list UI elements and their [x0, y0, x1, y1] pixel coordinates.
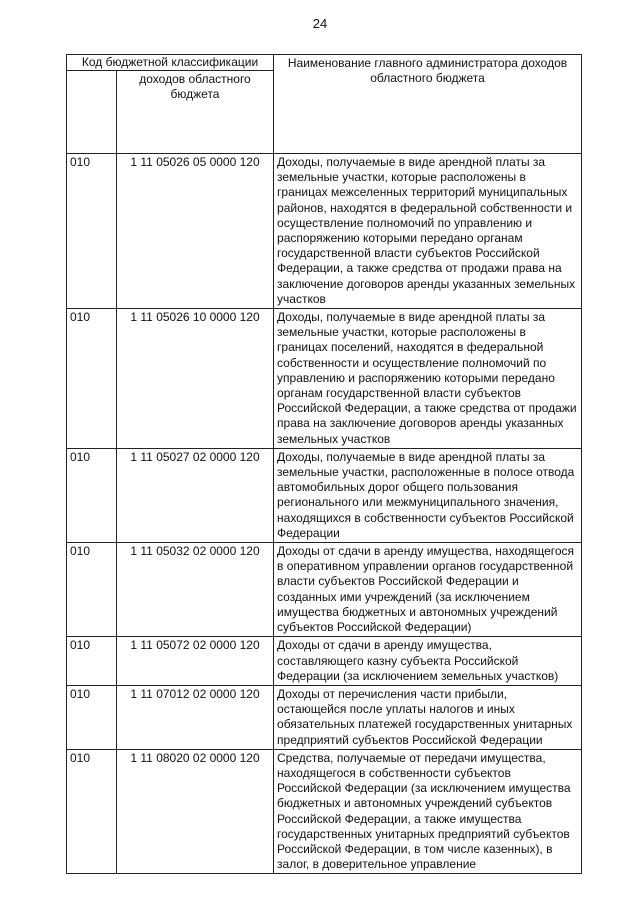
- table-body: [67, 154, 582, 874]
- table-row: [67, 543, 582, 637]
- administrator-code-cell: 010: [67, 448, 117, 542]
- administrator-code-cell: 010: [67, 749, 117, 874]
- revenue-description-cell: Доходы, получаемые в виде арендной платы за земельные участки, которые расположены в границах поселений, находятся в федеральной собственности и осуществление полномочий по управлению и распоряжению которыми передано органам государственной власти субъектов Российской Федерации, а также средства от продажи права на заключение договоров аренды указанных земельных участков: [274, 309, 582, 449]
- revenue-description-cell: Средства, получаемые от передачи имущества, находящегося в собственности субъектов Российской Федерации (за исключением имущества бюджетных и автономных учреждений субъектов Российской Федерации, а также имущества государственных унитарных предприятий субъектов Российской Федерации, в том числе казенных), в залог, в доверительное управление: [274, 749, 582, 874]
- revenue-description-cell: Доходы, получаемые в виде арендной платы за земельные участки, которые расположены в границах межселенных территорий муниципальных районов, находятся в федеральной собственности и осуществление полномочий по управлению и распоряжению которыми передано органам государственной власти субъектов Российской Федерации, а также средства от продажи права на заключение договоров аренды указанных земельных участков: [274, 154, 582, 309]
- budget-code-cell: 1 11 05026 10 0000 120: [117, 309, 274, 449]
- budget-code-cell: 1 11 07012 02 0000 120: [117, 685, 274, 749]
- budget-code-cell: 1 11 05032 02 0000 120: [117, 543, 274, 637]
- administrator-code-cell: 010: [67, 637, 117, 686]
- table-row: [67, 685, 582, 749]
- administrator-code-cell: 010: [67, 543, 117, 637]
- administrator-code-cell: 010: [67, 154, 117, 309]
- administrator-code-cell: 010: [67, 309, 117, 449]
- revenue-description-cell: Доходы, получаемые в виде арендной платы за земельные участки, расположенные в полосе отвода автомобильных дорог общего пользования регионального или межмуниципального значения, находящихся в собственности субъектов Российской Федерации: [274, 448, 582, 542]
- table-row: [67, 749, 582, 874]
- budget-code-cell: 1 11 05027 02 0000 120: [117, 448, 274, 542]
- table-row: [67, 309, 582, 449]
- administrator-code-cell: 010: [67, 685, 117, 749]
- table-row: [67, 637, 582, 686]
- page-number: 24: [312, 16, 328, 31]
- administrator-name-header: Наименование главного администратора доходов областного бюджета: [274, 55, 582, 154]
- revenue-description-cell: Доходы от перечисления части прибыли, остающейся после уплаты налогов и иных обязательных платежей государственных унитарных предприятий субъектов Российской Федерации: [274, 685, 582, 749]
- budget-code-group-header: Код бюджетной классификации: [67, 55, 274, 71]
- budget-code-cell: 1 11 05026 05 0000 120: [117, 154, 274, 309]
- budget-classification-table: [66, 54, 582, 874]
- revenue-description-cell: Доходы от сдачи в аренду имущества, находящегося в оперативном управлении органов государственной власти субъектов Российской Федерации и созданных ими учреждений (за исключением имущества бюджетных и автономных учреждений субъектов Российской Федерации): [274, 543, 582, 637]
- budget-code-cell: 1 11 05072 02 0000 120: [117, 637, 274, 686]
- table-row: [67, 154, 582, 309]
- administrator-code-header: [67, 71, 117, 154]
- budget-code-cell: 1 11 08020 02 0000 120: [117, 749, 274, 874]
- revenue-description-cell: Доходы от сдачи в аренду имущества, составляющего казну субъекта Российской Федерации (за исключением земельных участков): [274, 637, 582, 686]
- table-row: [67, 448, 582, 542]
- regional-revenue-code-header: доходов областного бюджета: [117, 71, 274, 154]
